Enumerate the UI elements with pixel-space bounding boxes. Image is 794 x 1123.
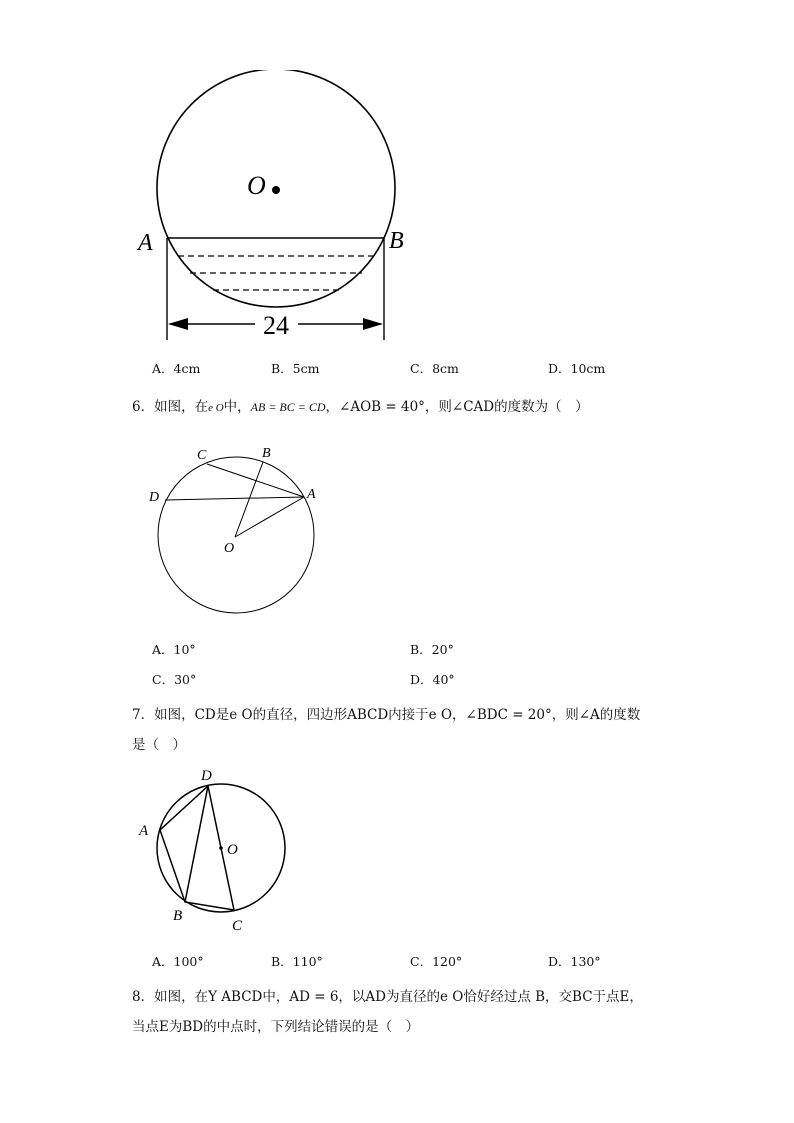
label-b: B [173,908,183,924]
label-d: D [201,768,212,784]
label-o: O [227,842,238,858]
arrow-left-icon [168,318,188,330]
q5-option-b[interactable]: B．5cm [271,361,320,376]
center-dot [219,846,223,850]
arc-condition: AB = BC = CD [250,400,326,414]
q5-option-d[interactable]: D．10cm [548,361,606,376]
q6-option-b[interactable]: B．20° [410,642,454,657]
question-7-line2: 是（ ） [132,737,186,753]
question-7-line1: 7．如图，CD是e O的直径，四边形ABCD内接于e O，∠BDC = 20°，则∠A的度数 [132,707,641,723]
chord-ca [207,464,304,497]
label-a: A [307,487,316,502]
q7-option-a[interactable]: A．100° [152,954,204,969]
q7-option-d[interactable]: D．130° [548,954,601,969]
dimension-label: 24 [263,311,289,340]
figure-q5 [130,70,420,350]
label-o: O [224,541,235,556]
q7-option-c[interactable]: C．120° [410,954,463,969]
label-b: B [262,446,271,461]
label-a: A [139,823,149,839]
arrow-right-icon [363,318,383,330]
question-8-line2: 当点E为BD的中点时，下列结论错误的是（ ） [132,1019,420,1035]
label-o: O [247,171,266,200]
label-c: C [197,448,207,463]
figure-q7 [135,765,295,940]
q7-option-b[interactable]: B．110° [271,954,323,969]
q6-option-c[interactable]: C．30° [152,672,197,687]
q5-option-a[interactable]: A．4cm [152,361,201,376]
q6-option-a[interactable]: A．10° [152,642,196,657]
quadrilateral-abcd [160,786,234,910]
radius-oa [235,497,304,537]
question-6-stem: 6．如图，在e O中，AB = BC = CD，∠AOB = 40°，则∠CAD的度数为（ ） [132,399,589,415]
circle-symbol: e O [208,402,224,414]
question-8-line1: 8．如图，在Y ABCD中，AD = 6，以AD为直径的e O恰好经过点 B，交BC于点E， [132,989,643,1005]
q5-option-c[interactable]: C．8cm [410,361,459,376]
label-d: D [149,490,160,505]
center-dot [272,186,280,194]
figure-q6 [140,440,340,620]
q6-option-d[interactable]: D．40° [410,672,455,687]
label-c: C [232,918,243,934]
label-b: B [389,228,404,254]
label-a: A [138,230,153,256]
radius-ob [235,462,263,537]
chord-da [165,497,304,500]
